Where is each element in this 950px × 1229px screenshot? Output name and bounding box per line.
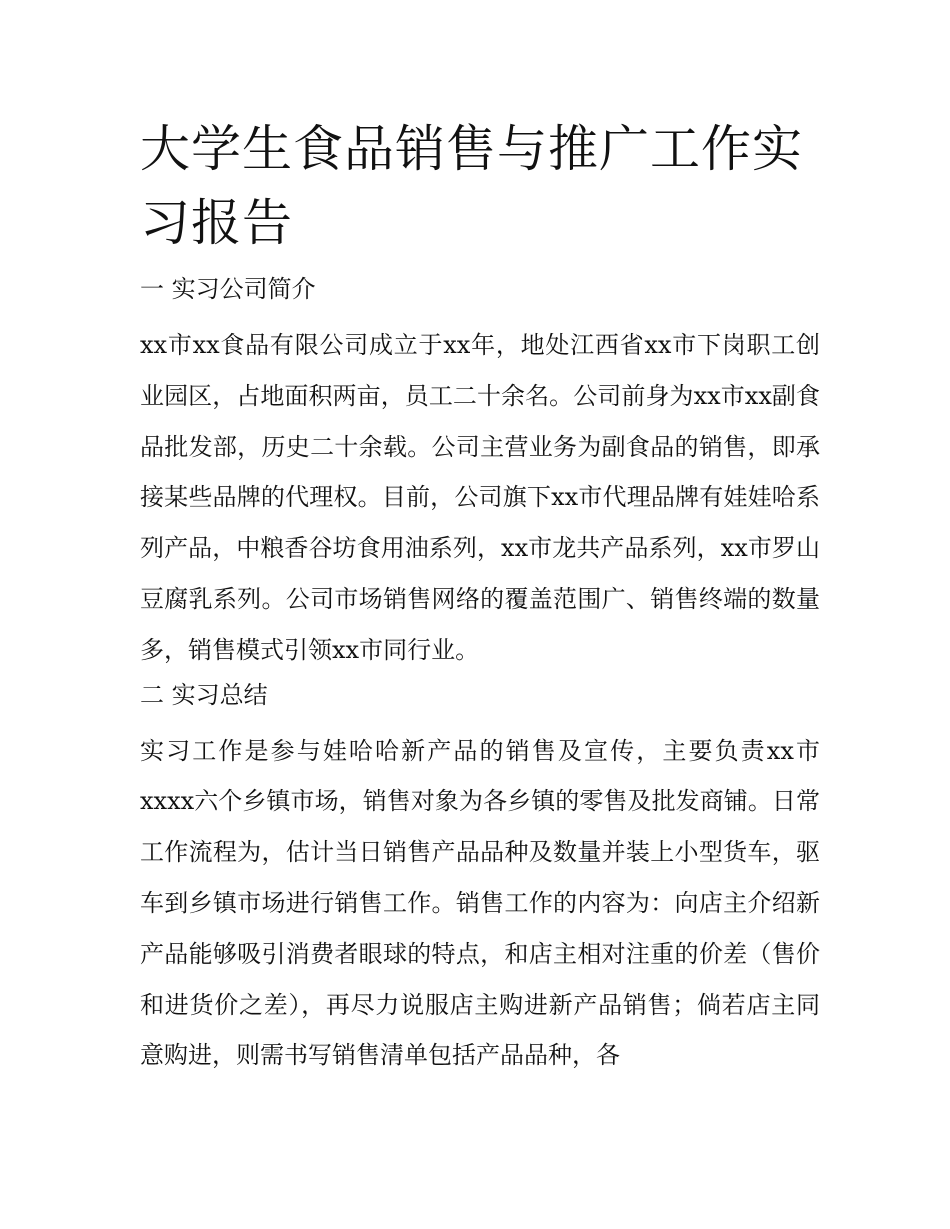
section-paragraph-company-intro: xx市xx食品有限公司成立于xx年，地处江西省xx市下岗职工创业园区，占地面积两亩，员工二十余名。公司前身为xx市xx副食品批发部，历史二十余载。公司主营业务为副食品的销售，即承接某些品牌的代理权。目前，公司旗下xx市代理品牌有娃娃哈系列产品，中粮香谷坊食用油系列，xx市龙共产品系列，xx市罗山豆腐乳系列。公司市场销售网络的覆盖范围广、销售终端的数量多，销售模式引领xx市同行业。 (140, 331, 820, 664)
document-title: 大学生食品销售与推广工作实习报告 (140, 120, 803, 252)
section-heading-company-intro: 一 实习公司简介 (140, 275, 316, 303)
section-paragraph-internship-summary: 实习工作是参与娃哈哈新产品的销售及宣传，主要负责xx市xxxx六个乡镇市场，销售对象为各乡镇的零售及批发商铺。日常工作流程为，估计当日销售产品品种及数量并装上小型货车，驱车到乡镇市场进行销售工作。销售工作的内容为：向店主介绍新产品能够吸引消费者眼球的特点，和店主相对注重的价差（售价和进货价之差），再尽力说服店主购进新产品销售；倘若店主同意购进，则需书写销售清单包括产品品种，各 (140, 736, 820, 1070)
document-page (140, 112, 820, 1081)
section-heading-internship-summary: 二 实习总结 (140, 680, 268, 709)
